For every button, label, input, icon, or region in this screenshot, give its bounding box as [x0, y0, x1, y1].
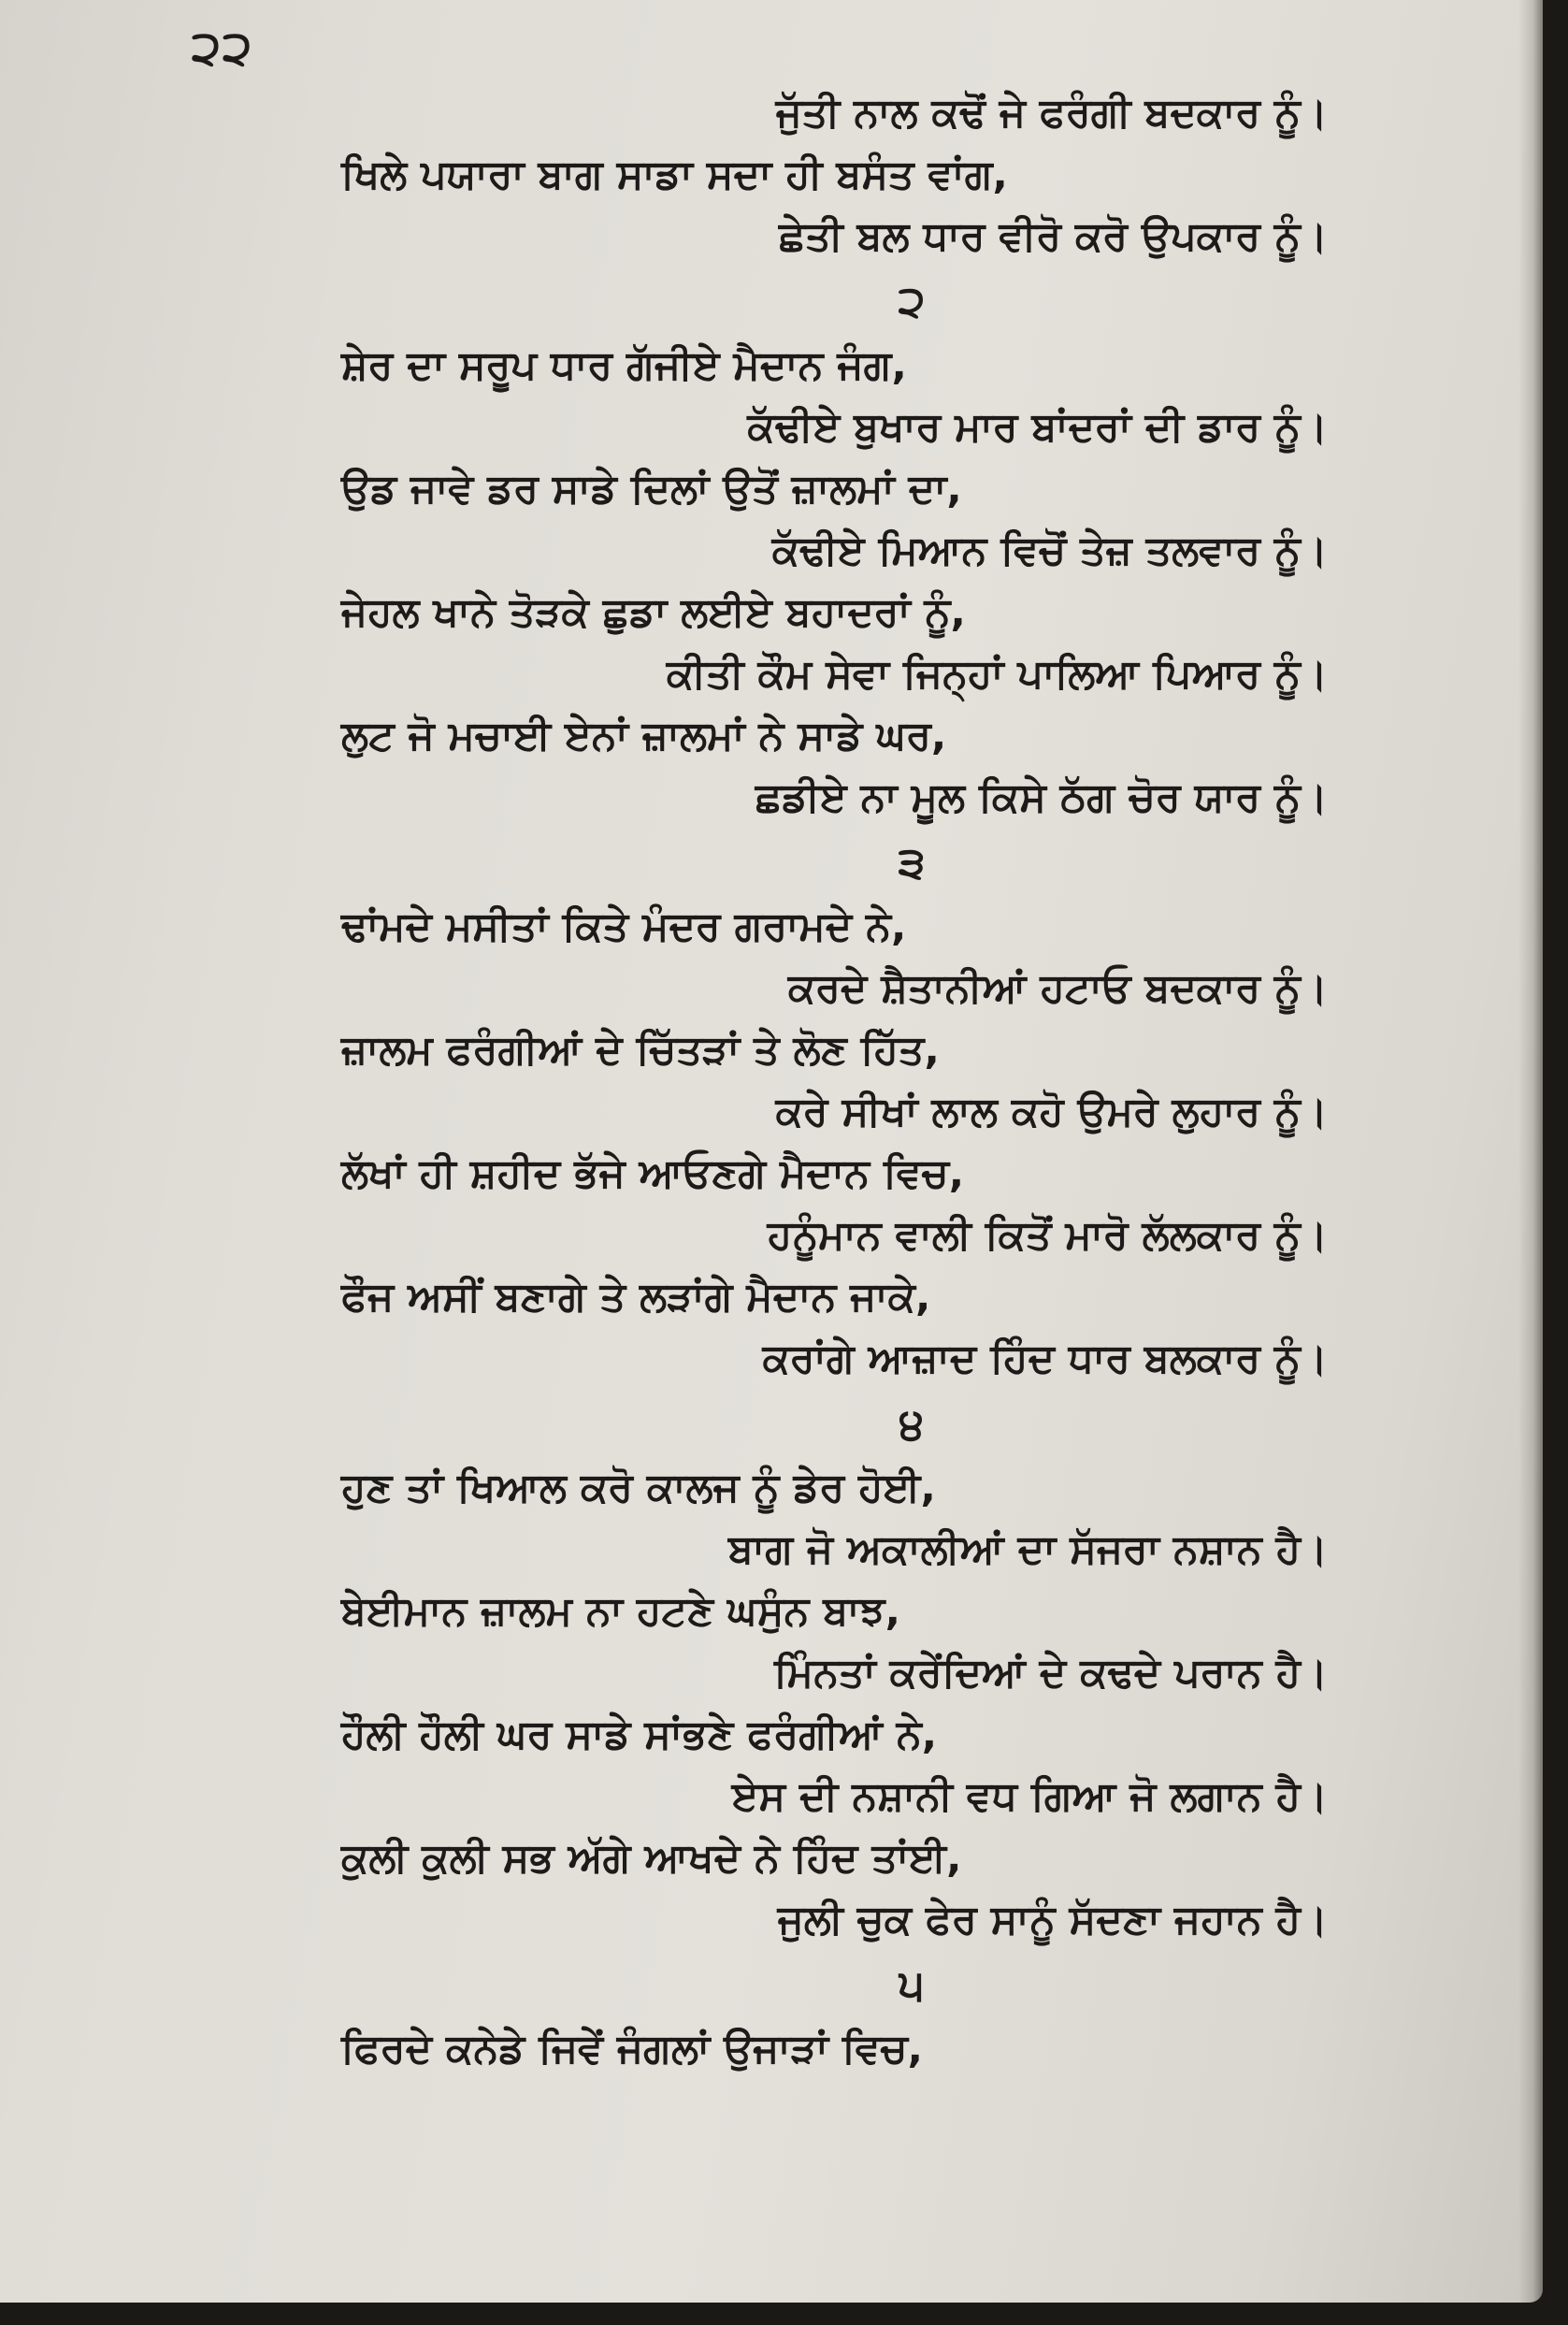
verse-line-first-half: ਬੇਈਮਾਨ ਜ਼ਾਲਮ ਨਾ ਹਟਣੇ ਘਸੁੰਨ ਬਾਝ,	[341, 1588, 900, 1635]
stanza-number: ੩	[898, 837, 926, 888]
verse-line-first-half: ਫੌਜ ਅਸੀਂ ਬਣਾਗੇ ਤੇ ਲੜਾਂਗੇ ਮੈਦਾਨ ਜਾਕੇ,	[341, 1274, 931, 1321]
verse-line-second-half: ਕਰੇ ਸੀਖਾਂ ਲਾਲ ਕਹੋ ਉਮਰੇ ਲੁਹਾਰ ਨੂੰ।	[775, 1089, 1328, 1135]
verse-line-first-half: ਢਾਂਮਦੇ ਮਸੀਤਾਂ ਕਿਤੇ ਮੰਦਰ ਗਰਾਮਦੇ ਨੇ,	[341, 903, 907, 950]
verse-line-second-half: ਮਿੰਨਤਾਂ ਕਰੇਂਦਿਆਂ ਦੇ ਕਢਦੇ ਪਰਾਨ ਹੈ।	[773, 1650, 1328, 1697]
stanza-number: ੪	[899, 1398, 925, 1449]
verse-line-second-half: ਬਾਗ ਜੋ ਅਕਾਲੀਆਂ ਦਾ ਸੱਜਰਾ ਨਸ਼ਾਨ ਹੈ।	[728, 1526, 1328, 1573]
poem-text	[318, 82, 1328, 2080]
verse-line-first-half: ਸ਼ੇਰ ਦਾ ਸਰੂਪ ਧਾਰ ਗੱਜੀਏ ਮੈਦਾਨ ਜੰਗ,	[341, 342, 907, 389]
verse-line-first-half: ਹੌਲੀ ਹੌਲੀ ਘਰ ਸਾਡੇ ਸਾਂਭਣੇ ਫਰੰਗੀਆਂ ਨੇ,	[341, 1711, 938, 1758]
verse-line-second-half: ਜੁੱਤੀ ਨਾਲ ਕਢੋਂ ਜੇ ਫਰੰਗੀ ਬਦਕਾਰ ਨੂੰ।	[775, 90, 1328, 137]
page-number: ੨੨	[192, 21, 254, 75]
verse-line-second-half: ਛਡੀਏ ਨਾ ਮੂਲ ਕਿਸੇ ਠੱਗ ਚੋਰ ਯਾਰ ਨੂੰ।	[755, 774, 1328, 821]
verse-line-second-half: ਜੁਲੀ ਚੁਕ ਫੇਰ ਸਾਨੂੰ ਸੱਦਣਾ ਜਹਾਨ ਹੈ।	[777, 1897, 1328, 1943]
verse-line-second-half: ਹਨੂੰਮਾਨ ਵਾਲੀ ਕਿਤੋਂ ਮਾਰੋ ਲੱਲਕਾਰ ਨੂੰ।	[767, 1212, 1328, 1259]
verse-line-first-half: ਜੇਹਲ ਖਾਨੇ ਤੋੜਕੇ ਛੁਡਾ ਲਈਏ ਬਹਾਦਰਾਂ ਨੂੰ,	[341, 589, 966, 636]
page-edge-shadow	[1518, 0, 1543, 2303]
verse-line-second-half: ਕੱਢੀਏ ਮਿਆਨ ਵਿਚੋਂ ਤੇਜ਼ ਤਲਵਾਰ ਨੂੰ।	[771, 527, 1328, 574]
verse-line-second-half: ਕਰਾਂਗੇ ਆਜ਼ਾਦ ਹਿੰਦ ਧਾਰ ਬਲਕਾਰ ਨੂੰ।	[762, 1336, 1328, 1382]
verse-line-second-half: ਛੇਤੀ ਬਲ ਧਾਰ ਵੀਰੋ ਕਰੋ ਉਪਕਾਰ ਨੂੰ।	[779, 213, 1328, 260]
verse-line-second-half: ਏਸ ਦੀ ਨਸ਼ਾਨੀ ਵਧ ਗਿਆ ਜੋ ਲਗਾਨ ਹੈ।	[731, 1773, 1328, 1820]
verse-line-first-half: ਫਿਰਦੇ ਕਨੇਡੇ ਜਿਵੇਂ ਜੰਗਲਾਂ ਉਜਾੜਾਂ ਵਿਚ,	[341, 2026, 923, 2072]
verse-line-first-half: ਖਿਲੇ ਪਯਾਰਾ ਬਾਗ ਸਾਡਾ ਸਦਾ ਹੀ ਬਸੰਤ ਵਾਂਗ,	[341, 152, 1008, 198]
verse-line-first-half: ਹੁਣ ਤਾਂ ਖਿਆਲ ਕਰੋ ਕਾਲਜ ਨੂੰ ਡੇਰ ਹੋਈ,	[341, 1465, 936, 1511]
verse-line-first-half: ਲੱਖਾਂ ਹੀ ਸ਼ਹੀਦ ਭੱਜੇ ਆਓਣਗੇ ਮੈਦਾਨ ਵਿਚ,	[341, 1150, 965, 1197]
verse-line-second-half: ਕੱਢੀਏ ਬੁਖਾਰ ਮਾਰ ਬਾਂਦਰਾਂ ਦੀ ਡਾਰ ਨੂੰ।	[747, 404, 1328, 451]
verse-line-first-half: ਕੁਲੀ ਕੁਲੀ ਸਭ ਅੱਗੇ ਆਖਦੇ ਨੇ ਹਿੰਦ ਤਾਂਈ,	[341, 1835, 962, 1882]
verse-line-first-half: ਲੁਟ ਜੋ ਮਚਾਈ ਏਨਾਂ ਜ਼ਾਲਮਾਂ ਨੇ ਸਾਡੇ ਘਰ,	[341, 713, 947, 759]
stanza-number: ੫	[899, 1959, 925, 2010]
verse-line-second-half: ਕਰਦੇ ਸ਼ੈਤਾਨੀਆਂ ਹਟਾਓ ਬਦਕਾਰ ਨੂੰ।	[787, 965, 1328, 1012]
verse-line-first-half: ਉਡ ਜਾਵੇ ਡਰ ਸਾਡੇ ਦਿਲਾਂ ਉਤੋਂ ਜ਼ਾਲਮਾਂ ਦਾ,	[341, 466, 962, 513]
verse-line-second-half: ਕੀਤੀ ਕੌਮ ਸੇਵਾ ਜਿਨ੍ਹਾਂ ਪਾਲਿਆ ਪਿਆਰ ਨੂੰ।	[666, 651, 1328, 698]
stanza-number: ੨	[898, 276, 926, 326]
verse-line-first-half: ਜ਼ਾਲਮ ਫਰੰਗੀਆਂ ਦੇ ਚਿੱਤੜਾਂ ਤੇ ਲੋਣ ਹਿੱਤ,	[341, 1027, 940, 1074]
